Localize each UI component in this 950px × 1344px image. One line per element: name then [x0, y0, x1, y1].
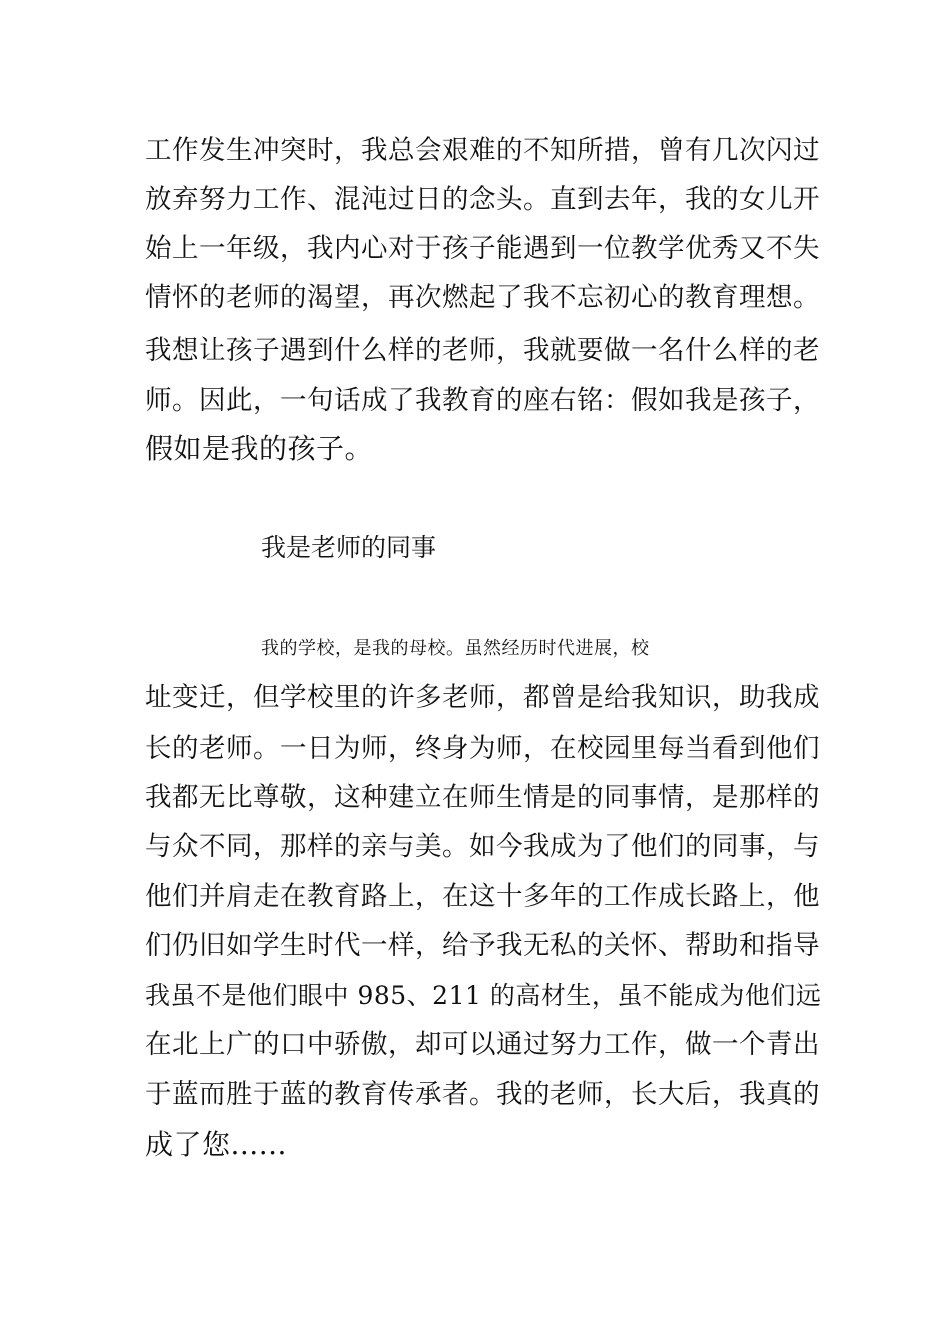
text-line: 工作发生冲突时，我总会艰难的不知所措，曾有几次闪过	[145, 135, 820, 166]
text-line: 与众不同，那样的亲与美。如今我成为了他们的同事，与	[145, 831, 820, 862]
text-line: 我想让孩子遇到什么样的老师，我就要做一名什么样的老	[145, 335, 820, 366]
text-line: 们仍旧如学生时代一样，给予我无私的关怀、帮助和指导	[145, 930, 820, 961]
text-line: 在北上广的口中骄傲，却可以通过努力工作，做一个青出	[145, 1029, 820, 1060]
text-line: 他们并肩走在教育路上，在这十多年的工作成长路上，他	[145, 881, 820, 912]
text-line: 情怀的老师的渴望，再次燃起了我不忘初心的教育理想。	[145, 282, 820, 313]
text-line: 放弃努力工作、混沌过日的念头。直到去年，我的女儿开	[145, 184, 820, 215]
text-line: 址变迁，但学校里的许多老师，都曾是给我知识，助我成	[145, 682, 820, 713]
text-line: 长的老师。一日为师，终身为师，在校园里每当看到他们	[145, 733, 820, 764]
text-line: 我虽不是他们眼中 985、211 的高材生，虽不能成为他们远	[145, 981, 822, 1010]
text-line: 始上一年级，我内心对于孩子能遇到一位教学优秀又不失	[145, 233, 820, 264]
text-line: 我的学校，是我的母校。虽然经历时代进展，校	[261, 638, 650, 659]
section-heading: 我是老师的同事	[261, 533, 437, 562]
text-line: 假如是我的孩子。	[145, 432, 374, 465]
text-line: 成了您......	[145, 1128, 287, 1161]
text-line: 师。因此，一句话成了我教育的座右铭：假如我是孩子，	[145, 385, 820, 416]
text-line: 我都无比尊敬，这种建立在师生情是的同事情，是那样的	[145, 782, 820, 813]
text-line: 于蓝而胜于蓝的教育传承者。我的老师，长大后，我真的	[145, 1079, 820, 1110]
